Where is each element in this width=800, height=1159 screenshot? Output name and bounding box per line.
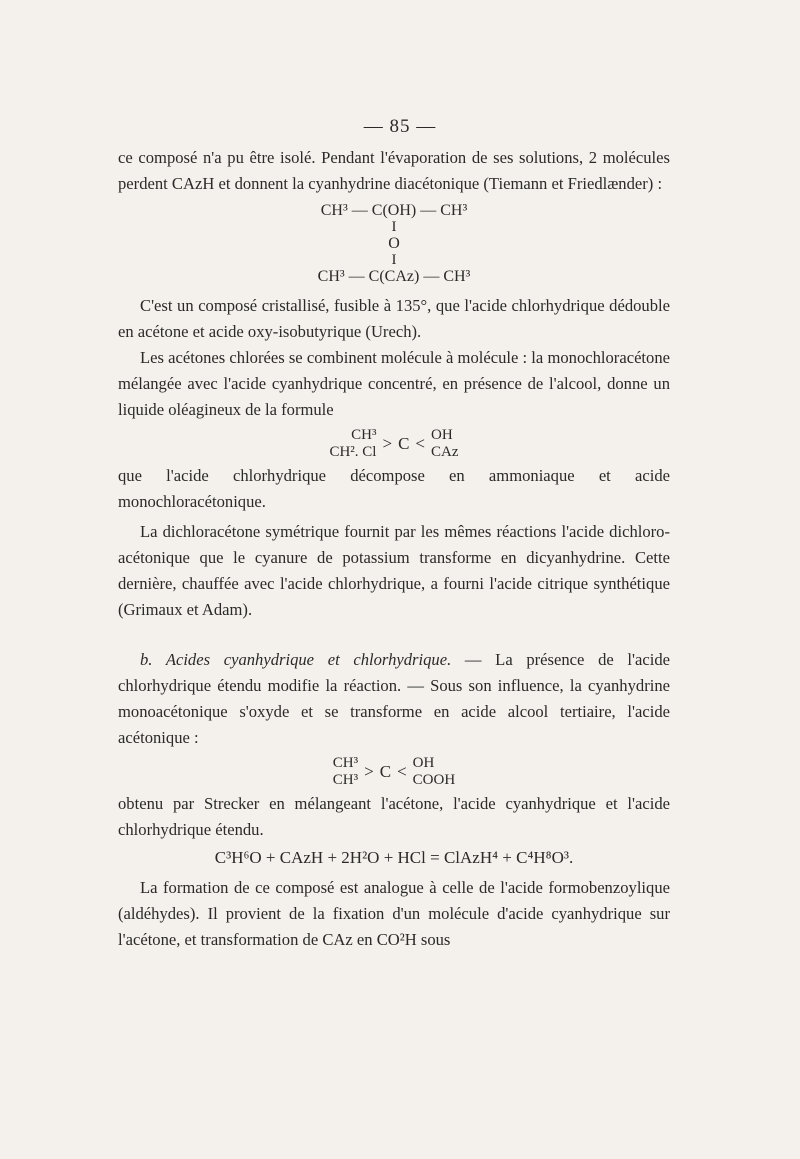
text-block (118, 145, 670, 953)
f3-carbon: C (379, 762, 392, 781)
formula-chloracetone-cyanhydrin (118, 427, 670, 461)
f3-left-top: CH³ (332, 755, 359, 771)
f2-carbon: C (398, 434, 410, 453)
f2-lt: < (415, 434, 426, 453)
reaction-equation: C³H⁶O + CAzH + 2H²O + HCl = ClAzH⁴ + C⁴H⁸O³. (214, 848, 574, 867)
f3-left-bottom: CH³ (332, 772, 359, 788)
f2-gt: > (382, 434, 393, 453)
formula-diacetonic-cyanhydrin (118, 201, 670, 287)
formula-bond-2: I (391, 252, 397, 268)
f3-right-top: OH (412, 755, 435, 771)
section-b-heading: b. Acides cyanhydrique et chlorhydrique. (140, 650, 452, 669)
paragraph-5: La dichloracétone symétrique fournit par les mêmes réactions l'acide dichloro-acétonique que le cyanure de potassium transforme en dicyanhydrine. Cette dernière, chauffée avec l'acide chlorhydrique, a fourni l'acide citrique synthétique (Grimaux et Adam). (118, 522, 670, 619)
paragraph-4: que l'acide chlorhydrique décompose en ammoniaque et acide monochloracétonique. (118, 466, 670, 511)
f3-gt: > (364, 762, 374, 781)
paragraph-1: ce composé n'a pu être isolé. Pendant l'évaporation de ses solutions, 2 molécules perdent CAzH et donnent la cyanhydrine diacétonique (Tiemann et Friedlænder) : (118, 148, 670, 193)
formula-line-1: CH³ — C(OH) — CH³ (320, 202, 468, 219)
formula-line-2: CH³ — C(CAz) — CH³ (317, 268, 471, 285)
paragraph-6 (118, 647, 670, 751)
paragraph-7: obtenu par Strecker en mélangeant l'acétone, l'acide cyanhydrique et l'acide chlorhydrique étendu. (118, 794, 670, 839)
page-number: — 85 — (363, 116, 437, 137)
f3-lt: < (397, 762, 407, 781)
f2-right-top: OH (431, 427, 453, 443)
paragraph-6-body: — La présence de l'acide chlorhydrique étendu modifie la réaction. — Sous son influence, la cyanhydrine monoacétonique s'oxyde et se transforme en acide alcool tertiaire, l'acide acétonique : (118, 650, 671, 747)
paragraph-8: La formation de ce composé est analogue à celle de l'acide formobenzoylique (aldéhydes). Il provient de la fixation d'un molécule d'acide cyanhydrique sur l'acétone, et transformation de CAz en CO²H sous (118, 878, 670, 949)
f2-left-bottom: CH². Cl (329, 444, 377, 460)
paragraph-3: Les acétones chlorées se combinent molécule à molécule : la monochloracétone mélangée avec l'acide cyanhydrique concentré, en présence de l'alcool, donne un liquide oléagineux de la formule (118, 348, 670, 419)
f3-right-bottom: COOH (412, 772, 456, 788)
f2-right-bottom: CAz (431, 444, 459, 460)
formula-oxygen: O (388, 235, 400, 252)
f2-left-top: CH³ (351, 427, 377, 443)
formula-acetonic-acid (118, 755, 670, 789)
paragraph-2: C'est un composé cristallisé, fusible à 135°, que l'acide chlorhydrique dédouble en acétone et acide oxy-isobutyrique (Urech). (118, 296, 670, 341)
formula-bond-1: I (391, 219, 397, 235)
